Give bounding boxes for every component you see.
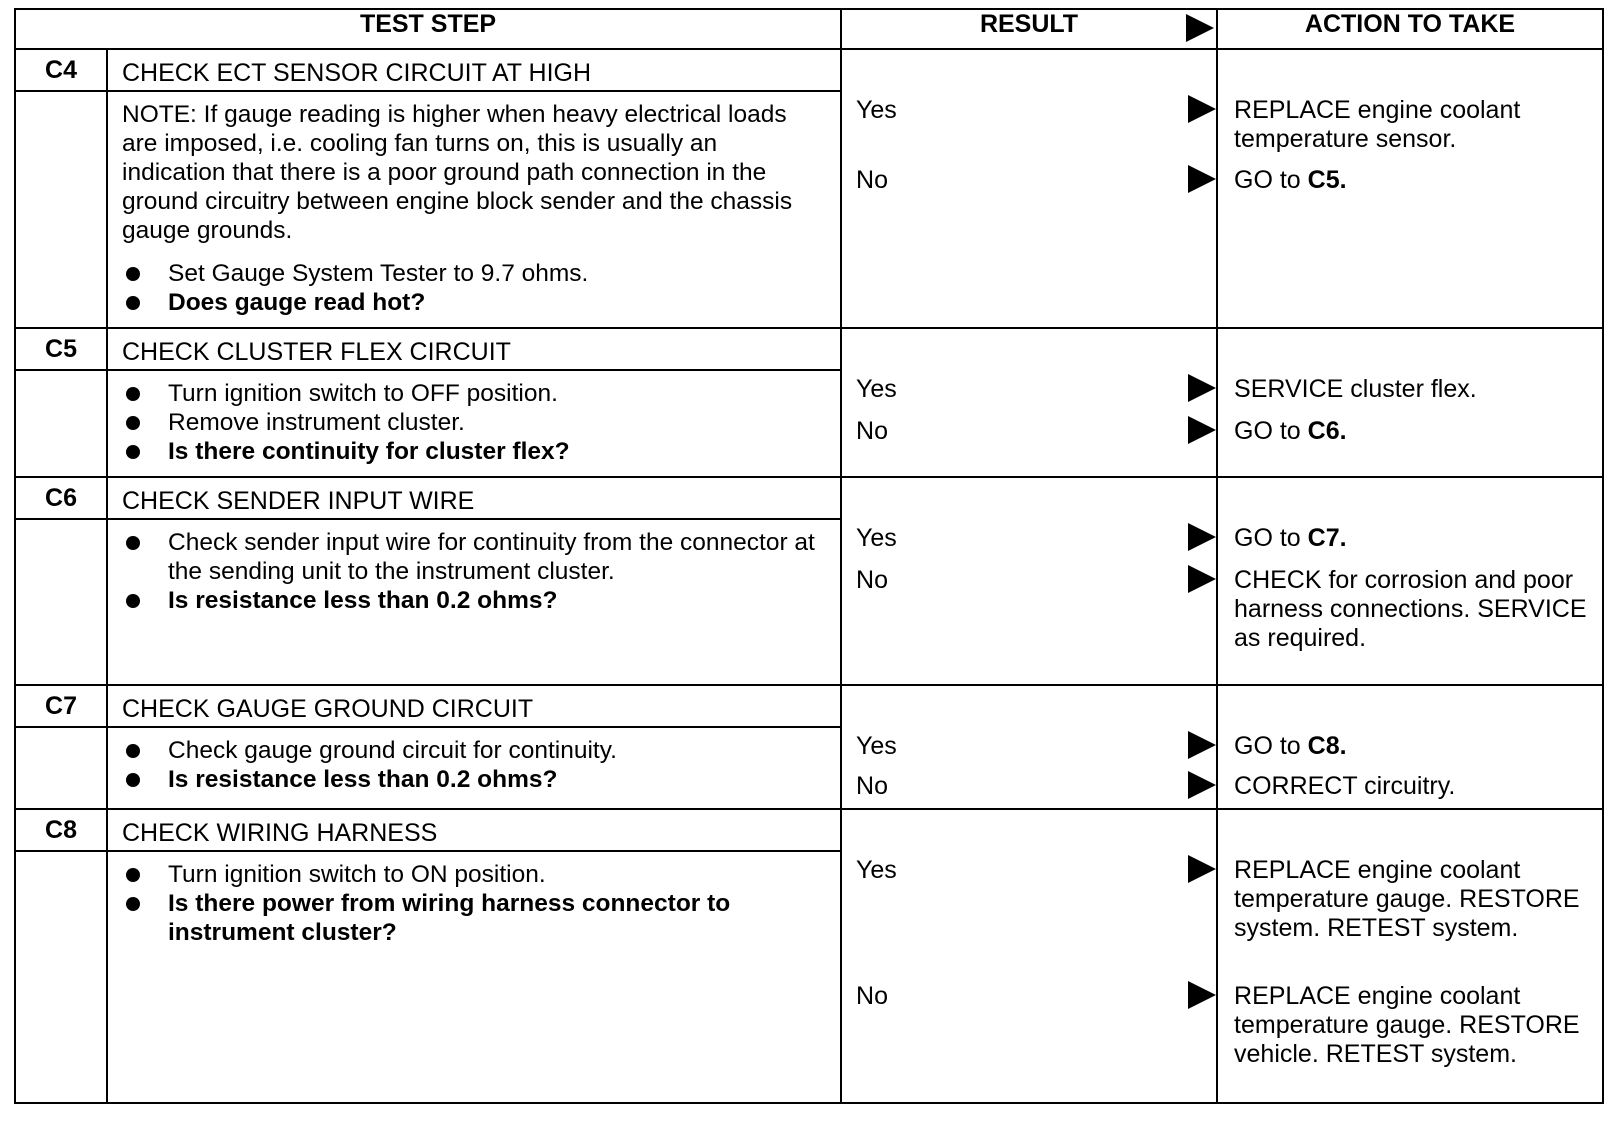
- step-c5-results: [841, 328, 1217, 477]
- step-bullets: [122, 860, 826, 947]
- diagnostic-table: [14, 8, 1604, 1104]
- arrow-right-icon: [1188, 731, 1216, 759]
- bullet-question: Is there power from wiring harness connector to instrument cluster?: [122, 889, 826, 947]
- result-label: Yes: [856, 856, 897, 884]
- result-label: No: [856, 417, 888, 445]
- result-label: Yes: [856, 524, 897, 552]
- bullet-item: Check sender input wire for continuity from the connector at the sending unit to the instrument cluster.: [122, 528, 826, 586]
- bullet-item: Turn ignition switch to ON position.: [122, 860, 826, 889]
- action-no: REPLACE engine coolant temperature gauge. RESTORE vehicle. RETEST system.: [1234, 982, 1580, 1068]
- step-c7-title-row: [15, 685, 1603, 727]
- arrow-right-icon: [1188, 771, 1216, 799]
- result-yes: [856, 524, 1218, 553]
- arrow-right-icon: [1188, 416, 1216, 444]
- step-id: C7: [15, 685, 107, 727]
- action-no: CHECK for corrosion and poor harness connections. SERVICE as required.: [1234, 566, 1587, 652]
- step-title: CHECK WIRING HARNESS: [107, 809, 841, 851]
- step-id-empty: [15, 91, 107, 328]
- step-note: NOTE: If gauge reading is higher when heavy electrical loads are imposed, i.e. cooling fan turns on, this is usually an indication that there is a poor ground path connection in the ground circuitry between engine block sender and the chassis gauge grounds.: [122, 101, 793, 244]
- step-title: CHECK GAUGE GROUND CIRCUIT: [107, 685, 841, 727]
- result-no: [856, 982, 1218, 1011]
- bullet-icon: [126, 267, 140, 281]
- bullet-icon: [126, 773, 140, 787]
- action-yes: GO to C8.: [1234, 732, 1347, 760]
- action-yes: REPLACE engine coolant temperature sensor.: [1234, 96, 1521, 153]
- bullet-icon: [126, 897, 140, 911]
- step-id-empty: [15, 370, 107, 477]
- step-bullets: [122, 736, 826, 794]
- bullet-icon: [126, 868, 140, 882]
- bullet-question: Does gauge read hot?: [122, 288, 826, 317]
- step-c6-actions: [1217, 477, 1603, 685]
- step-c5-title-row: [15, 328, 1603, 370]
- step-c4-results: [841, 49, 1217, 328]
- result-yes: [856, 732, 1218, 761]
- action-yes: SERVICE cluster flex.: [1234, 375, 1477, 403]
- arrow-right-icon: [1188, 95, 1216, 123]
- step-c5-actions: [1217, 328, 1603, 477]
- result-yes: [856, 375, 1218, 404]
- result-label: Yes: [856, 732, 897, 760]
- step-c4-actions: [1217, 49, 1603, 328]
- result-yes: [856, 856, 1218, 885]
- arrow-right-icon: [1188, 523, 1216, 551]
- bullet-icon: [126, 536, 140, 550]
- action-no: CORRECT circuitry.: [1234, 772, 1456, 800]
- action-yes: REPLACE engine coolant temperature gauge. RESTORE system. RETEST system.: [1234, 856, 1580, 942]
- step-title: CHECK CLUSTER FLEX CIRCUIT: [107, 328, 841, 370]
- step-title: CHECK SENDER INPUT WIRE: [107, 477, 841, 519]
- action-yes: GO to C7.: [1234, 524, 1347, 552]
- bullet-icon: [126, 296, 140, 310]
- step-title: CHECK ECT SENSOR CIRCUIT AT HIGH: [107, 49, 841, 91]
- bullet-question: Is there continuity for cluster flex?: [122, 437, 826, 466]
- arrow-right-icon: [1186, 14, 1214, 42]
- bullet-icon: [126, 387, 140, 401]
- header-action: ACTION TO TAKE: [1217, 9, 1603, 49]
- step-c7-actions: [1217, 685, 1603, 809]
- bullet-item: Set Gauge System Tester to 9.7 ohms.: [122, 259, 826, 288]
- result-label: No: [856, 982, 888, 1010]
- result-label: No: [856, 566, 888, 594]
- result-no: [856, 772, 1218, 801]
- result-no: [856, 417, 1218, 446]
- header-result-label: RESULT: [979, 10, 1079, 38]
- step-bullets: [122, 528, 826, 615]
- bullet-item: Remove instrument cluster.: [122, 408, 826, 437]
- step-id: C6: [15, 477, 107, 519]
- step-c6-title-row: [15, 477, 1603, 519]
- header-result: [841, 9, 1217, 49]
- step-c7-results: [841, 685, 1217, 809]
- step-c8-title-row: [15, 809, 1603, 851]
- step-id-empty: [15, 851, 107, 1103]
- action-no: GO to C5.: [1234, 166, 1347, 194]
- step-body: [107, 91, 841, 328]
- step-bullets: [122, 259, 826, 317]
- step-body: [107, 851, 841, 1103]
- header-test-step: TEST STEP: [15, 9, 841, 49]
- result-yes: [856, 96, 1218, 125]
- header-row: [15, 9, 1603, 49]
- step-id-empty: [15, 727, 107, 809]
- bullet-icon: [126, 744, 140, 758]
- bullet-item: Check gauge ground circuit for continuity.: [122, 736, 826, 765]
- step-c8-results: [841, 809, 1217, 1103]
- bullet-icon: [126, 416, 140, 430]
- bullet-question: Is resistance less than 0.2 ohms?: [122, 586, 826, 615]
- step-c8-actions: [1217, 809, 1603, 1103]
- arrow-right-icon: [1188, 374, 1216, 402]
- bullet-item: Turn ignition switch to OFF position.: [122, 379, 826, 408]
- step-id: C4: [15, 49, 107, 91]
- arrow-right-icon: [1188, 855, 1216, 883]
- action-no: GO to C6.: [1234, 417, 1347, 445]
- step-id: C8: [15, 809, 107, 851]
- step-bullets: [122, 379, 826, 466]
- step-c6-results: [841, 477, 1217, 685]
- arrow-right-icon: [1188, 165, 1216, 193]
- result-label: Yes: [856, 375, 897, 403]
- result-label: Yes: [856, 96, 897, 124]
- step-body: [107, 519, 841, 685]
- step-body: [107, 727, 841, 809]
- arrow-right-icon: [1188, 981, 1216, 1009]
- diagnostic-page: [14, 8, 1602, 1104]
- bullet-icon: [126, 445, 140, 459]
- bullet-question: Is resistance less than 0.2 ohms?: [122, 765, 826, 794]
- result-label: No: [856, 166, 888, 194]
- bullet-icon: [126, 594, 140, 608]
- step-id: C5: [15, 328, 107, 370]
- step-c4-title-row: [15, 49, 1603, 91]
- arrow-right-icon: [1188, 565, 1216, 593]
- result-no: [856, 566, 1218, 595]
- result-label: No: [856, 772, 888, 800]
- step-body: [107, 370, 841, 477]
- result-no: [856, 166, 1218, 195]
- step-id-empty: [15, 519, 107, 685]
